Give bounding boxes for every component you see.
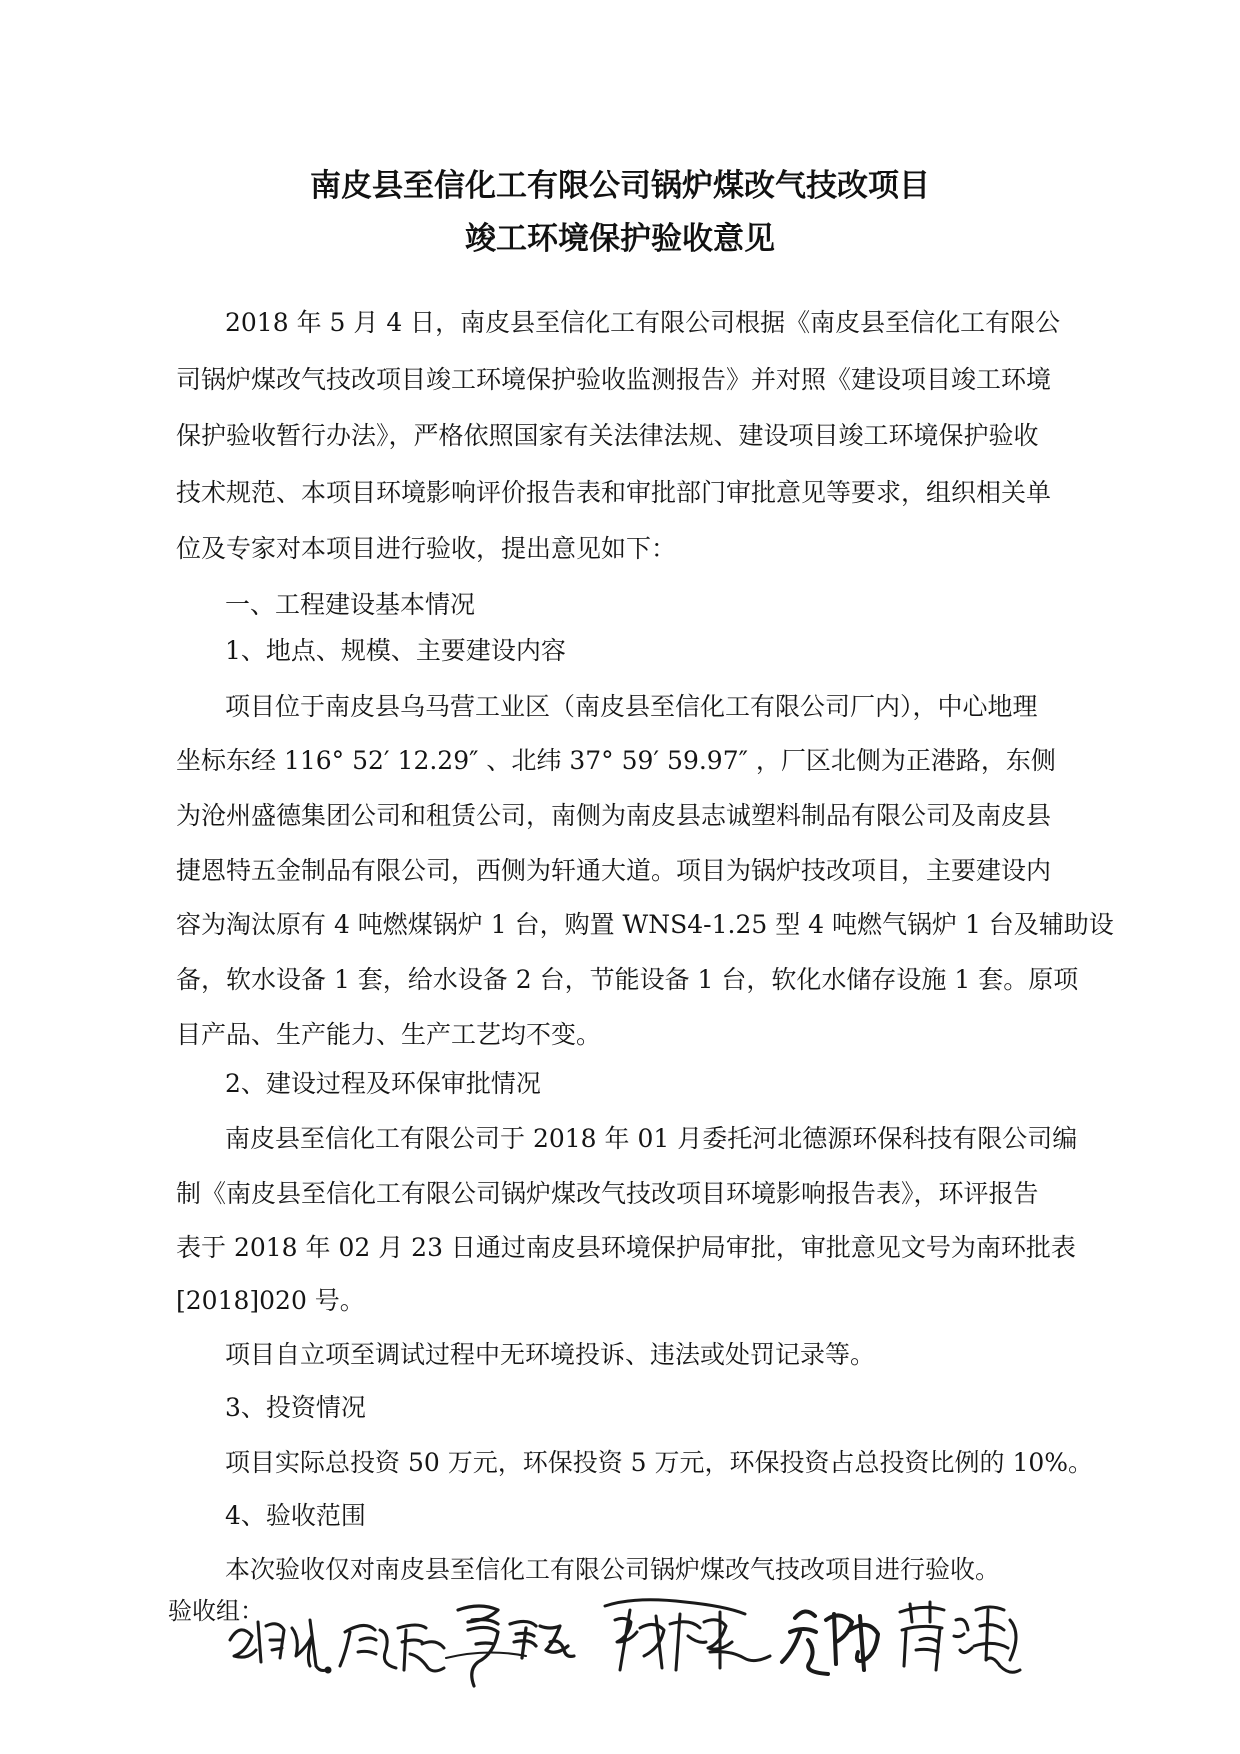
signature-1 (230, 1620, 330, 1672)
intro-line: 2018 年 5 月 4 日，南皮县至信化工有限公司根据《南皮县至信化工有限公 (225, 308, 1061, 337)
subsection-heading: 4、验收范围 (225, 1501, 366, 1530)
signature-2 (340, 1625, 444, 1671)
paragraph-line: 制《南皮县至信化工有限公司锅炉煤改气技改项目环境影响报告表》，环评报告 (176, 1179, 1039, 1208)
intro-line: 位及专家对本项目进行验收，提出意见如下： (176, 534, 677, 563)
document-title-line2: 竣工环境保护验收意见 (465, 221, 775, 257)
paragraph-line: 表于 2018 年 02 月 23 日通过南皮县环境保护局审批，审批意见文号为南环批表 (176, 1233, 1076, 1262)
paragraph-line: 项目实际总投资 50 万元，环保投资 5 万元，环保投资占总投资比例的 10%。 (225, 1448, 1094, 1477)
paragraph-line: 备，软水设备 1 套，给水设备 2 台，节能设备 1 台，软化水储存设施 1 套。原项 (176, 965, 1079, 994)
paragraph-line: 目产品、生产能力、生产工艺均不变。 (176, 1020, 602, 1049)
subsection-heading: 1、地点、规模、主要建设内容 (225, 636, 566, 665)
paragraph-line: 坐标东经 116° 52′ 12.29″ 、北纬 37° 59′ 59.97″ ，厂区北侧为正港路，东侧 (176, 746, 1056, 775)
section-heading: 一、工程建设基本情况 (225, 590, 476, 619)
paragraph-line: 为沧州盛德集团公司和租赁公司，南侧为南皮县志诚塑料制品有限公司及南皮县 (176, 801, 1052, 830)
signature-6 (900, 1602, 1020, 1672)
intro-line: 司锅炉煤改气技改项目竣工环境保护验收监测报告》并对照《建设项目竣工环境 (176, 365, 1052, 394)
paragraph-line: 项目位于南皮县乌马营工业区（南皮县至信化工有限公司厂内），中心地理 (225, 692, 1038, 721)
subsection-heading: 3、投资情况 (225, 1393, 366, 1422)
signature-3 (446, 1606, 574, 1686)
paragraph-line: 本次验收仅对南皮县至信化工有限公司锅炉煤改气技改项目进行验收。 (225, 1555, 1001, 1584)
handwritten-signatures (210, 1570, 1090, 1690)
document-title-line1: 南皮县至信化工有限公司锅炉煤改气技改项目 (310, 168, 930, 204)
signature-5 (782, 1611, 878, 1674)
paragraph-line: 容为淘汰原有 4 吨燃煤锅炉 1 台，购置 WNS4-1.25 型 4 吨燃气锅炉 1 台及辅助设 (176, 910, 1114, 939)
paragraph-line: 项目自立项至调试过程中无环境投诉、违法或处罚记录等。 (225, 1340, 876, 1369)
signoff-label: 验收组： (168, 1597, 264, 1625)
paragraph-line: [2018]020 号。 (176, 1286, 365, 1315)
paragraph-line: 捷恩特五金制品有限公司，西侧为轩通大道。项目为锅炉技改项目，主要建设内 (176, 856, 1052, 885)
signature-4 (605, 1600, 770, 1670)
intro-line: 保护验收暂行办法》，严格依照国家有关法律法规、建设项目竣工环境保护验收 (176, 421, 1039, 450)
intro-line: 技术规范、本项目环境影响评价报告表和审批部门审批意见等要求，组织相关单 (176, 478, 1052, 507)
paragraph-line: 南皮县至信化工有限公司于 2018 年 01 月委托河北德源环保科技有限公司编 (225, 1124, 1078, 1153)
subsection-heading: 2、建设过程及环保审批情况 (225, 1069, 541, 1098)
